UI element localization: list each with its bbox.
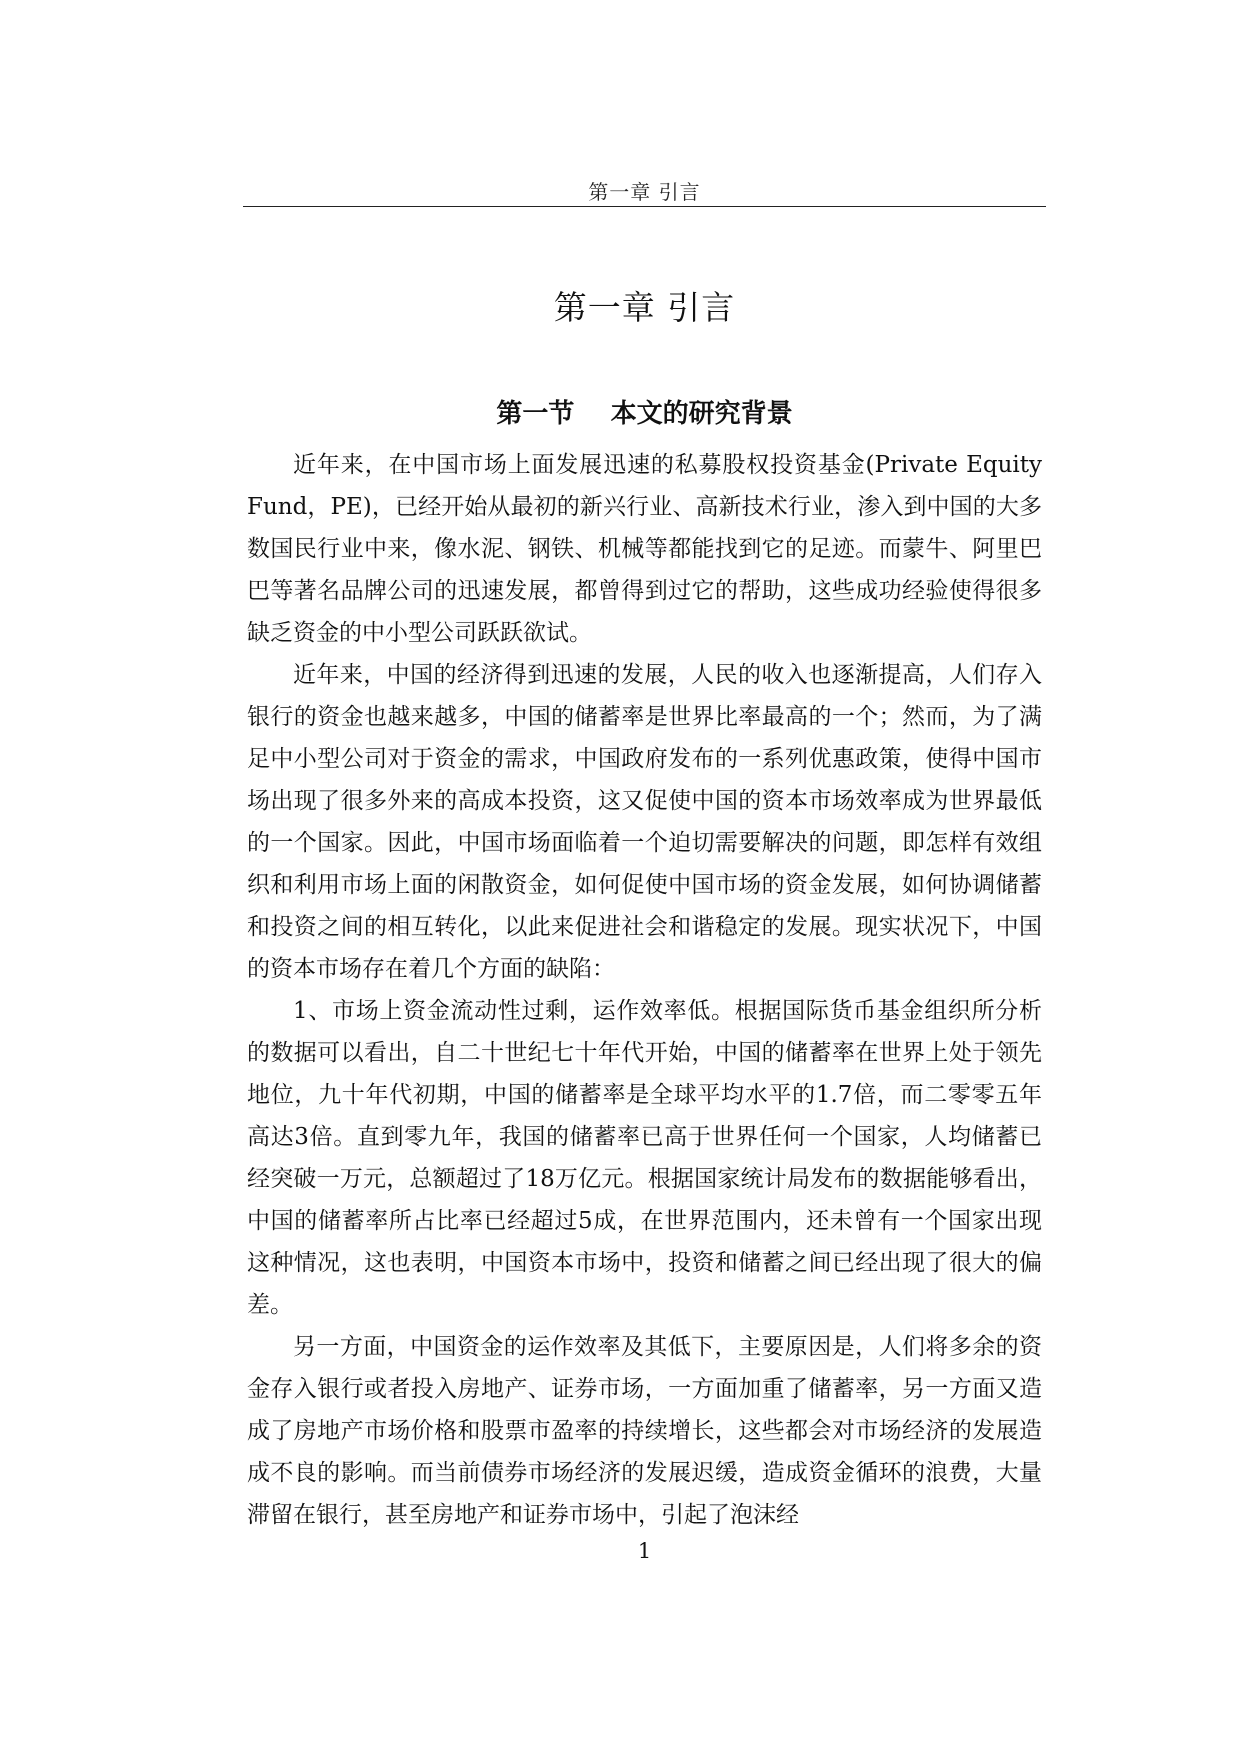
page-number: 1 [637, 1539, 652, 1563]
section-title: 第一节 本文的研究背景 [496, 399, 793, 429]
paragraph-3: 1、市场上资金流动性过剩，运作效率低。根据国际货币基金组织所分析的数据可以看出，自二十世纪七十年代开始，中国的储蓄率在世界上处于领先地位，九十年代初期，中国的储蓄率是全球平均水平的1.7倍，而二零零五年高达3倍。直到零九年，我国的储蓄率已高于世界任何一个国家，人均储蓄已经突破一万元，总额超过了18万亿元。根据国家统计局发布的数据能够看出，中国的储蓄率所占比率已经超过5成，在世界范围内，还未曾有一个国家出现这种情况，这也表明，中国资本市场中，投资和储蓄之间已经出现了很大的偏差。 [247, 998, 1042, 1318]
running-header: 第一章 引言 [588, 180, 701, 204]
chapter-title: 第一章 引言 [553, 288, 736, 327]
paragraph-1: 近年来，在中国市场上面发展迅速的私募股权投资基金(Private Equity Fund，PE)，已经开始从最初的新兴行业、高新技术行业，渗入到中国的大多数国民行业中来，像水泥、钢铁、机械等都能找到它的足迹。而蒙牛、阿里巴巴等著名品牌公司的迅速发展，都曾得到过它的帮助，这些成功经验使得很多缺乏资金的中小型公司跃跃欲试。 [247, 452, 1042, 646]
paragraph-4: 另一方面，中国资金的运作效率及其低下，主要原因是，人们将多余的资金存入银行或者投入房地产、证券市场，一方面加重了储蓄率，另一方面又造成了房地产市场价格和股票市盈率的持续增长，这些都会对市场经济的发展造成不良的影响。而当前债券市场经济的发展迟缓，造成资金循环的浪费，大量滞留在银行，甚至房地产和证券市场中，引起了泡沫经 [247, 1334, 1042, 1528]
body-text [247, 444, 1042, 1536]
header-rule [243, 206, 1046, 207]
paragraph-2: 近年来，中国的经济得到迅速的发展，人民的收入也逐渐提高，人们存入银行的资金也越来越多，中国的储蓄率是世界比率最高的一个；然而，为了满足中小型公司对于资金的需求，中国政府发布的一系列优惠政策，使得中国市场出现了很多外来的高成本投资，这又促使中国的资本市场效率成为世界最低的一个国家。因此，中国市场面临着一个迫切需要解决的问题，即怎样有效组织和利用市场上面的闲散资金，如何促使中国市场的资金发展，如何协调储蓄和投资之间的相互转化，以此来促进社会和谐稳定的发展。现实状况下，中国的资本市场存在着几个方面的缺陷： [247, 662, 1042, 982]
